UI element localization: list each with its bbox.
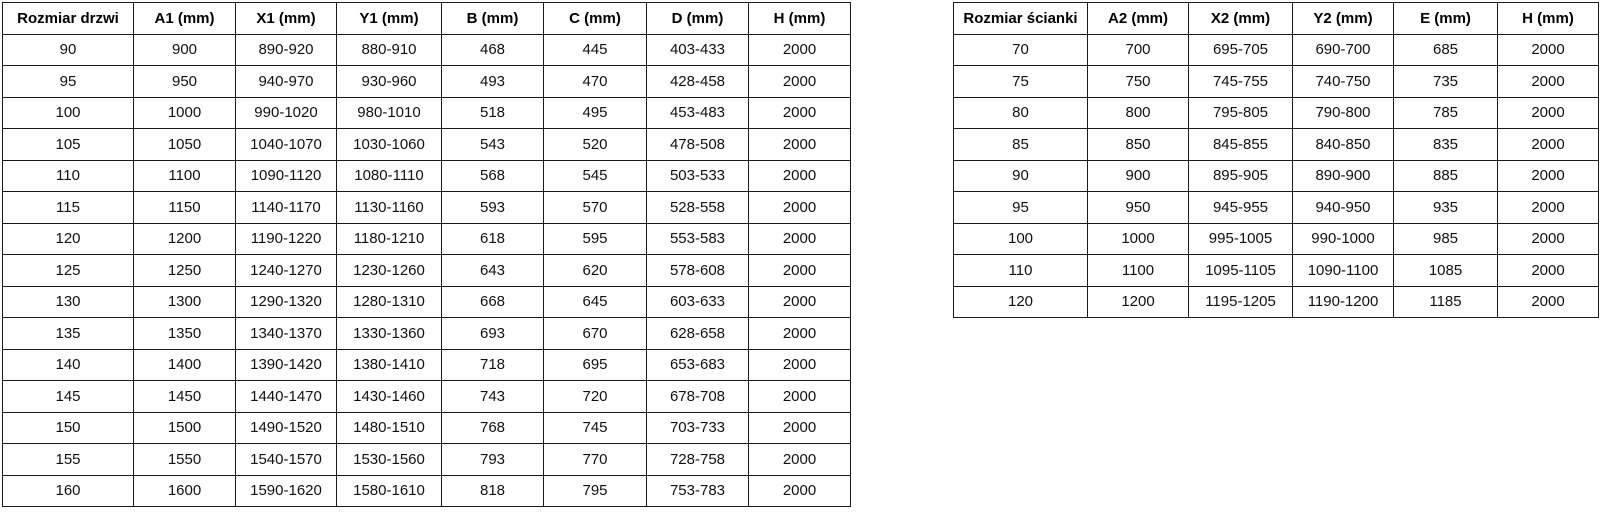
table-cell: 125 [3, 255, 134, 287]
table-cell: 618 [442, 223, 544, 255]
table-cell: 595 [544, 223, 647, 255]
table-cell: 1490-1520 [236, 412, 337, 444]
table-cell: 990-1020 [236, 97, 337, 129]
table-cell: 2000 [1498, 129, 1599, 161]
column-header: X2 (mm) [1189, 3, 1293, 35]
table-cell: 1600 [134, 475, 236, 507]
table-cell: 2000 [749, 160, 851, 192]
table-cell: 1100 [134, 160, 236, 192]
table-cell: 1590-1620 [236, 475, 337, 507]
column-header: Y1 (mm) [337, 3, 442, 35]
table-cell: 155 [3, 444, 134, 476]
column-header: H (mm) [749, 3, 851, 35]
table-row [3, 444, 851, 476]
table-cell: 2000 [1498, 192, 1599, 224]
table-cell: 85 [954, 129, 1088, 161]
table-cell: 100 [954, 223, 1088, 255]
table-row [3, 318, 851, 350]
table-row [954, 286, 1599, 318]
table-cell: 835 [1394, 129, 1498, 161]
table-cell: 2000 [749, 66, 851, 98]
table-cell: 620 [544, 255, 647, 287]
table-cell: 2000 [1498, 160, 1599, 192]
table-cell: 980-1010 [337, 97, 442, 129]
table-row [3, 160, 851, 192]
table-cell: 720 [544, 381, 647, 413]
table-cell: 1190-1220 [236, 223, 337, 255]
table-cell: 518 [442, 97, 544, 129]
table-cell: 2000 [749, 129, 851, 161]
table-cell: 1480-1510 [337, 412, 442, 444]
table-row [3, 381, 851, 413]
table-cell: 1030-1060 [337, 129, 442, 161]
table-cell: 603-633 [647, 286, 749, 318]
table-cell: 1250 [134, 255, 236, 287]
door-size-table [2, 2, 851, 507]
column-header: D (mm) [647, 3, 749, 35]
table-cell: 790-800 [1293, 97, 1394, 129]
table-cell: 880-910 [337, 34, 442, 66]
table-cell: 1350 [134, 318, 236, 350]
table-cell: 785 [1394, 97, 1498, 129]
table-cell: 2000 [749, 223, 851, 255]
table-cell: 2000 [749, 381, 851, 413]
table-cell: 150 [3, 412, 134, 444]
column-header: Rozmiar drzwi [3, 3, 134, 35]
table-cell: 750 [1088, 66, 1189, 98]
table-row [3, 349, 851, 381]
table-cell: 693 [442, 318, 544, 350]
table-cell: 695-705 [1189, 34, 1293, 66]
table-cell: 793 [442, 444, 544, 476]
column-header: E (mm) [1394, 3, 1498, 35]
table-cell: 2000 [749, 192, 851, 224]
table-cell: 643 [442, 255, 544, 287]
table-row [954, 160, 1599, 192]
table-cell: 770 [544, 444, 647, 476]
table-cell: 818 [442, 475, 544, 507]
table-cell: 120 [954, 286, 1088, 318]
table-cell: 850 [1088, 129, 1189, 161]
table-cell: 1500 [134, 412, 236, 444]
table-row [954, 192, 1599, 224]
table-cell: 1000 [134, 97, 236, 129]
table-cell: 735 [1394, 66, 1498, 98]
table-cell: 668 [442, 286, 544, 318]
table-cell: 570 [544, 192, 647, 224]
table-row [3, 255, 851, 287]
column-header: A2 (mm) [1088, 3, 1189, 35]
table-cell: 945-955 [1189, 192, 1293, 224]
table-cell: 2000 [749, 349, 851, 381]
table-cell: 1190-1200 [1293, 286, 1394, 318]
table-cell: 795-805 [1189, 97, 1293, 129]
header-row [3, 3, 851, 35]
table-row [954, 223, 1599, 255]
table-cell: 1550 [134, 444, 236, 476]
table-cell: 700 [1088, 34, 1189, 66]
table-cell: 940-970 [236, 66, 337, 98]
column-header: H (mm) [1498, 3, 1599, 35]
table-cell: 145 [3, 381, 134, 413]
table-cell: 105 [3, 129, 134, 161]
table-cell: 1000 [1088, 223, 1189, 255]
table-cell: 1530-1560 [337, 444, 442, 476]
table-cell: 690-700 [1293, 34, 1394, 66]
table-row [954, 255, 1599, 287]
table-cell: 840-850 [1293, 129, 1394, 161]
table-cell: 1040-1070 [236, 129, 337, 161]
table-cell: 685 [1394, 34, 1498, 66]
table-row [954, 34, 1599, 66]
table-cell: 1450 [134, 381, 236, 413]
table-cell: 1440-1470 [236, 381, 337, 413]
table-cell: 2000 [1498, 223, 1599, 255]
table-cell: 115 [3, 192, 134, 224]
table-cell: 95 [954, 192, 1088, 224]
table-row [3, 97, 851, 129]
table-cell: 845-855 [1189, 129, 1293, 161]
table-cell: 900 [1088, 160, 1189, 192]
table-cell: 895-905 [1189, 160, 1293, 192]
table-cell: 995-1005 [1189, 223, 1293, 255]
table-cell: 1300 [134, 286, 236, 318]
table-row [3, 412, 851, 444]
table-cell: 885 [1394, 160, 1498, 192]
table-cell: 1195-1205 [1189, 286, 1293, 318]
table-row [3, 192, 851, 224]
table-cell: 1430-1460 [337, 381, 442, 413]
table-cell: 670 [544, 318, 647, 350]
table-cell: 445 [544, 34, 647, 66]
table-cell: 1200 [1088, 286, 1189, 318]
table-cell: 578-608 [647, 255, 749, 287]
table-cell: 2000 [749, 34, 851, 66]
table-cell: 990-1000 [1293, 223, 1394, 255]
table-cell: 1230-1260 [337, 255, 442, 287]
table-cell: 543 [442, 129, 544, 161]
table-cell: 2000 [1498, 286, 1599, 318]
table-cell: 950 [1088, 192, 1189, 224]
table-cell: 1540-1570 [236, 444, 337, 476]
table-cell: 678-708 [647, 381, 749, 413]
table-cell: 130 [3, 286, 134, 318]
table-cell: 940-950 [1293, 192, 1394, 224]
column-header: Rozmiar ścianki [954, 3, 1088, 35]
table-cell: 528-558 [647, 192, 749, 224]
table-cell: 453-483 [647, 97, 749, 129]
table-row [954, 129, 1599, 161]
table-cell: 753-783 [647, 475, 749, 507]
table-cell: 70 [954, 34, 1088, 66]
column-header: C (mm) [544, 3, 647, 35]
table-cell: 593 [442, 192, 544, 224]
table-cell: 160 [3, 475, 134, 507]
table-cell: 1290-1320 [236, 286, 337, 318]
table-cell: 900 [134, 34, 236, 66]
table-cell: 1140-1170 [236, 192, 337, 224]
table-cell: 470 [544, 66, 647, 98]
table-cell: 890-920 [236, 34, 337, 66]
table-cell: 768 [442, 412, 544, 444]
table-cell: 135 [3, 318, 134, 350]
table-cell: 2000 [749, 97, 851, 129]
table-cell: 2000 [749, 255, 851, 287]
table-cell: 1130-1160 [337, 192, 442, 224]
table-cell: 90 [3, 34, 134, 66]
header-row [954, 3, 1599, 35]
table-cell: 2000 [1498, 34, 1599, 66]
table-cell: 110 [3, 160, 134, 192]
table-cell: 745 [544, 412, 647, 444]
table-cell: 1180-1210 [337, 223, 442, 255]
table-cell: 795 [544, 475, 647, 507]
table-cell: 403-433 [647, 34, 749, 66]
table-cell: 800 [1088, 97, 1189, 129]
table-cell: 553-583 [647, 223, 749, 255]
table-cell: 1100 [1088, 255, 1189, 287]
table-cell: 2000 [749, 475, 851, 507]
table-cell: 140 [3, 349, 134, 381]
table-cell: 1080-1110 [337, 160, 442, 192]
table-cell: 568 [442, 160, 544, 192]
table-cell: 1400 [134, 349, 236, 381]
table-cell: 695 [544, 349, 647, 381]
wall-size-table [953, 2, 1599, 318]
table-cell: 2000 [749, 286, 851, 318]
table-cell: 80 [954, 97, 1088, 129]
table-cell: 935 [1394, 192, 1498, 224]
table-cell: 1050 [134, 129, 236, 161]
table-cell: 495 [544, 97, 647, 129]
column-header: B (mm) [442, 3, 544, 35]
table-cell: 1280-1310 [337, 286, 442, 318]
table-cell: 2000 [1498, 66, 1599, 98]
table-cell: 743 [442, 381, 544, 413]
table-cell: 985 [1394, 223, 1498, 255]
column-header: X1 (mm) [236, 3, 337, 35]
table-row [3, 66, 851, 98]
column-header: Y2 (mm) [1293, 3, 1394, 35]
table-cell: 930-960 [337, 66, 442, 98]
table-cell: 745-755 [1189, 66, 1293, 98]
table-cell: 703-733 [647, 412, 749, 444]
table-cell: 628-658 [647, 318, 749, 350]
table-cell: 75 [954, 66, 1088, 98]
table-row [3, 223, 851, 255]
table-cell: 545 [544, 160, 647, 192]
table-cell: 520 [544, 129, 647, 161]
table-cell: 468 [442, 34, 544, 66]
table-cell: 1200 [134, 223, 236, 255]
table-cell: 1150 [134, 192, 236, 224]
table-cell: 1340-1370 [236, 318, 337, 350]
table-cell: 428-458 [647, 66, 749, 98]
table-cell: 1240-1270 [236, 255, 337, 287]
table-cell: 95 [3, 66, 134, 98]
table-cell: 1380-1410 [337, 349, 442, 381]
table-cell: 890-900 [1293, 160, 1394, 192]
table-cell: 1330-1360 [337, 318, 442, 350]
table-cell: 1185 [1394, 286, 1498, 318]
table-cell: 120 [3, 223, 134, 255]
table-cell: 110 [954, 255, 1088, 287]
table-cell: 1085 [1394, 255, 1498, 287]
table-cell: 2000 [749, 444, 851, 476]
table-row [3, 286, 851, 318]
table-row [3, 475, 851, 507]
table-row [954, 97, 1599, 129]
table-row [3, 129, 851, 161]
table-cell: 653-683 [647, 349, 749, 381]
table-cell: 1390-1420 [236, 349, 337, 381]
table-cell: 950 [134, 66, 236, 98]
table-cell: 645 [544, 286, 647, 318]
table-cell: 740-750 [1293, 66, 1394, 98]
table-cell: 2000 [1498, 97, 1599, 129]
table-row [3, 34, 851, 66]
table-cell: 1095-1105 [1189, 255, 1293, 287]
table-cell: 2000 [749, 412, 851, 444]
table-cell: 478-508 [647, 129, 749, 161]
table-cell: 1090-1100 [1293, 255, 1394, 287]
table-cell: 1090-1120 [236, 160, 337, 192]
column-header: A1 (mm) [134, 3, 236, 35]
table-cell: 100 [3, 97, 134, 129]
table-cell: 90 [954, 160, 1088, 192]
table-cell: 718 [442, 349, 544, 381]
table-cell: 728-758 [647, 444, 749, 476]
table-cell: 2000 [1498, 255, 1599, 287]
table-cell: 493 [442, 66, 544, 98]
table-cell: 1580-1610 [337, 475, 442, 507]
table-row [954, 66, 1599, 98]
table-cell: 503-533 [647, 160, 749, 192]
table-cell: 2000 [749, 318, 851, 350]
